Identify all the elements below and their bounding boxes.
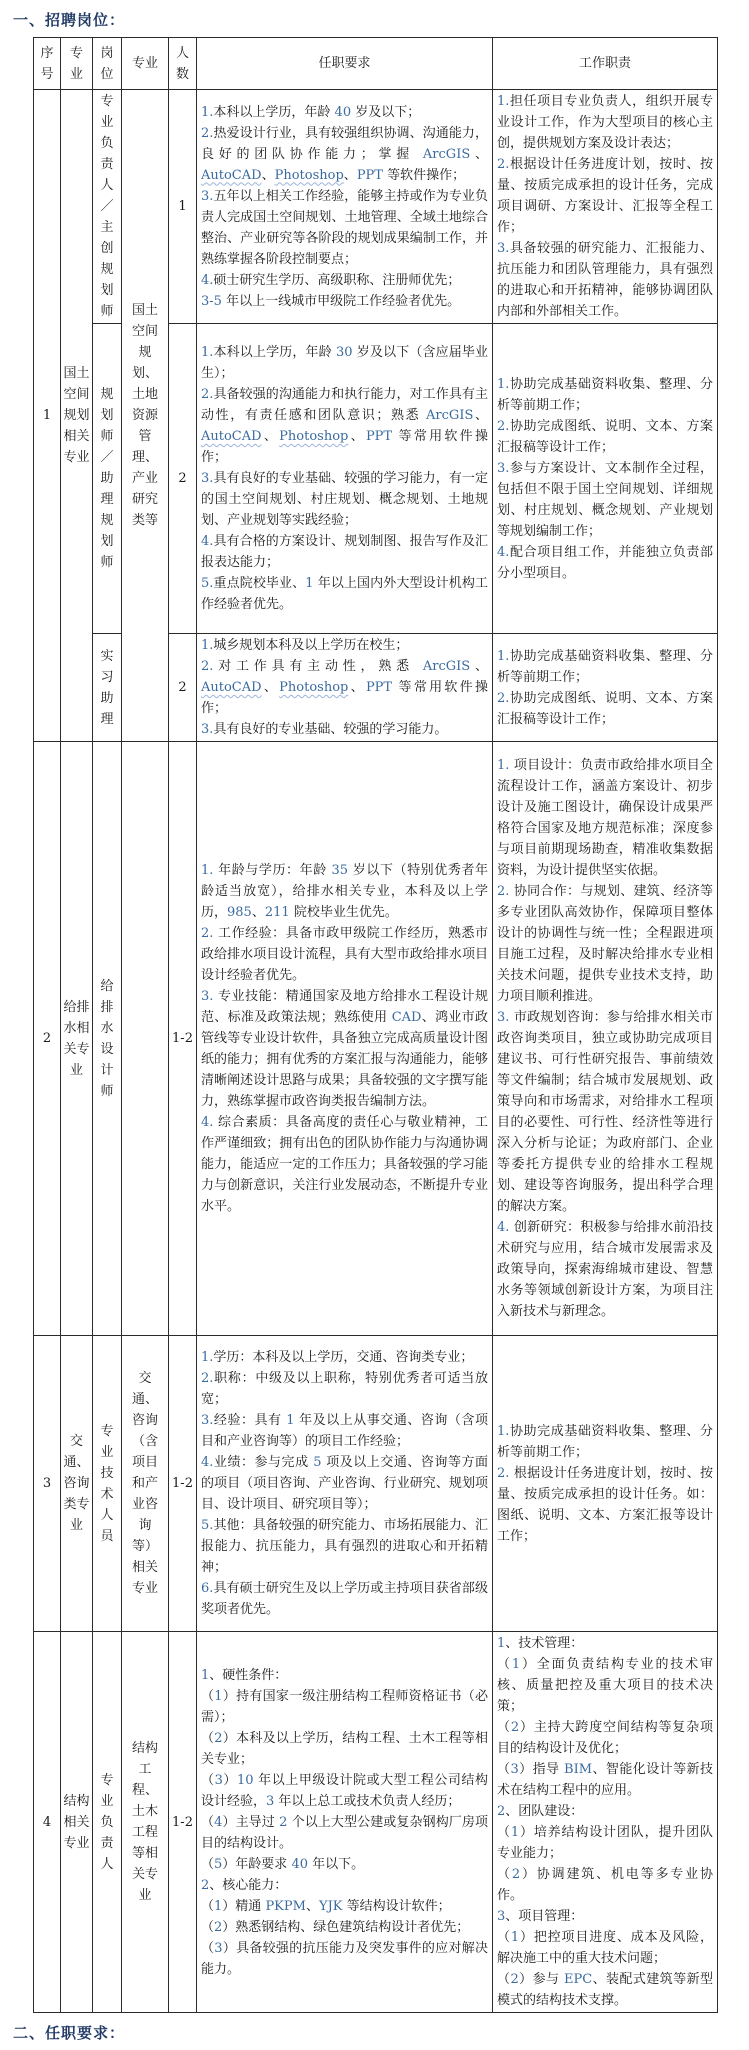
cell-major-group3: 交通、咨询类专业 [61,1336,93,1632]
section-title-recruit-posts: 一、招聘岗位： [13,11,126,29]
header-major2: 专业 [122,38,169,90]
cell-requirements-group1-1: 1.本科以上学历，年龄 40 岁及以下； 2.热爱设计行业，具有较强组织协调、沟通能力，良好的团队协作能力；掌握 ArcGIS、AutoCAD、Photoshop、PPT 等软件操作； 3.五年以上相关工作经验，能够主持或作为专业负责人完成国土空间规划、土地管理、全域土地综合整治、产业研究等各阶段的规划成果编制工作，并熟练掌握各阶段控制要点； 4.硕士研究生学历、高级职称、注册师优先； 3-5 年以上一线城市甲级院工作经验者优先。 [197,90,493,324]
row-group3 [34,1336,718,1632]
cell-major2-group4: 结构工程、土木工程等相关专业 [122,1632,169,2013]
cell-count-group1-3: 2 [169,634,197,742]
cell-requirements-group2: 1. 年龄与学历：年龄 35 岁以下（特别优秀者年龄适当放宽），给排水相关专业，本科及以上学历，985、211 院校毕业生优先。 2. 工作经验：具备市政甲级院工作经历，熟悉市政给排水项目设计流程，具有大型市政给排水项目设计经验者优先。 3. 专业技能：精通国家及地方给排水工程设计规范、标准及政策法规；熟练使用 CAD、鸿业市政管线等专业设计软件，具备独立完成高质量设计图纸的能力；拥有优秀的方案汇报与沟通能力，能够清晰阐述设计思路与成果；具备较强的文字撰写能力，熟练掌握市政咨询类报告编制方法。 4. 综合素质：具备高度的责任心与敬业精神，工作严谨细致；拥有出色的团队协作能力与沟通协调能力，能适应一定的工作压力；具备较强的学习能力与创新意识，关注行业发展动态，不断提升专业水平。 [197,742,493,1336]
header-row [34,38,718,90]
header-duties: 工作职责 [493,38,718,90]
cell-duties-group1-3: 1.协助完成基础资料收集、整理、分析等前期工作； 2.协助完成图纸、说明、文本、方案汇报稿等设计工作； [493,634,718,742]
header-count: 人数 [169,38,197,90]
section-title-requirements: 二、任职要求： [13,2024,126,2042]
cell-requirements-group1-3: 1.城乡规划本科及以上学历在校生； 2.对工作具有主动性，熟悉 ArcGIS、AutoCAD、Photoshop、PPT 等常用软件操作； 3.具有良好的专业基础、较强的学习能力。 [197,634,493,742]
cell-count-group3: 1-2 [169,1336,197,1632]
cell-duties-group4: 1、技术管理： （1）全面负责结构专业的技术审核、质量把控及重大项目的技术决策； （2）主持大跨度空间结构等复杂项目的结构设计及优化； （3）指导 BIM、智能化设计等新技术在结构工程中的应用。 2、团队建设： （1）培养结构设计团队，提升团队专业能力； （2）协调建筑、机电等多专业协作。 3、项目管理： （1）把控项目进度、成本及风险，解决施工中的重大技术问题； （2）参与 EPC、装配式建筑等新型模式的结构技术支撑。 [493,1632,718,2013]
header-post: 岗位 [93,38,122,90]
cell-duties-group1-1: 1.担任项目专业负责人，组织开展专业设计工作，作为大型项目的核心主创，提供规划方案及设计表达； 2.根据设计任务进度计划，按时、按量、按质完成承担的设计任务，完成项目调研、方案设计、汇报等全程工作； 3.具备较强的研究能力、汇报能力、抗压能力和团队管理能力，具有强烈的进取心和开拓精神，能够协调团队内部和外部相关工作。 [493,90,718,324]
cell-requirements-group3: 1.学历：本科及以上学历，交通、咨询类专业； 2.职称：中级及以上职称，特别优秀者可适当放宽； 3.经验：具有 1 年及以上从事交通、咨询（含项目和产业咨询等）的项目工作经验； 4.业绩：参与完成 5 项及以上交通、咨询等方面的项目（项目咨询、产业咨询、行业研究、规划项目、设计项目、研究项目等）； 5.其他：具备较强的研究能力、市场拓展能力、汇报能力、抗压能力，具有强烈的进取心和开拓精神； 6.具有硕士研究生及以上学历或主持项目获省部级奖项者优先。 [197,1336,493,1632]
cell-major-group1: 国土空间规划相关专业 [61,90,93,742]
cell-seq-group1: 1 [34,90,61,742]
recruitment-table [33,37,718,2013]
cell-count-group1-1: 1 [169,90,197,324]
cell-duties-group1-2: 1.协助完成基础资料收集、整理、分析等前期工作； 2.协助完成图纸、说明、文本、方案汇报稿等设计工作； 3.参与方案设计、文本制作全过程，包括但不限于国土空间规划、详细规划、村庄规划、概念规划、产业规划等规划编制工作； 4.配合项目组工作，并能独立负责部分小型项目。 [493,324,718,634]
row-group1-position1 [34,90,718,324]
cell-post-group1-3: 实习助理 [93,634,122,742]
cell-requirements-group1-2: 1.本科以上学历，年龄 30 岁及以下（含应届毕业生）； 2.具备较强的沟通能力和执行能力，对工作具有主动性，有责任感和团队意识；熟悉 ArcGIS、AutoCAD、Photoshop、PPT 等常用软件操作； 3.具有良好的专业基础、较强的学习能力，有一定的国土空间规划、村庄规划、概念规划、土地规划、产业规划等实践经验； 4.具有合格的方案设计、规划制图、报告写作及汇报表达能力； 5.重点院校毕业、1 年以上国内外大型设计机构工作经验者优先。 [197,324,493,634]
cell-duties-group2: 1. 项目设计：负责市政给排水项目全流程设计工作，涵盖方案设计、初步设计及施工图设计，确保设计成果严格符合国家及地方规范标准；深度参与项目前期现场勘查，精准收集数据资料，为设计提供坚实依据。 2. 协同合作：与规划、建筑、经济等多专业团队高效协作，保障项目整体设计的协调性与统一性；全程跟进项目施工过程，及时解决给排水专业相关技术问题，提供专业技术支持，助力项目顺利推进。 3. 市政规划咨询：参与给排水相关市政咨询类项目，独立或协助完成项目建议书、可行性研究报告、事前绩效等文件编制；结合城市发展规划、政策导向和市场需求，对给排水工程项目的必要性、可行性、经济性等进行深入分析与论证；为政府部门、企业等委托方提供专业的给排水工程规划、建设等咨询服务，提出科学合理的解决方案。 4. 创新研究：积极参与给排水前沿技术研究与应用，结合城市发展需求及政策导向，探索海绵城市建设、智慧水务等领域创新设计方案，为项目注入新技术与新理念。 [493,742,718,1336]
cell-seq-group4: 4 [34,1632,61,2013]
cell-post-group3: 专业技术人员 [93,1336,122,1632]
cell-seq-group2: 2 [34,742,61,1336]
cell-major2-group1: 国土空间规划、土地资源管理、产业研究类等 [122,90,169,742]
cell-count-group4: 1-2 [169,1632,197,2013]
cell-post-group2: 给排水设计师 [93,742,122,1336]
cell-post-group1-2: 规划师／助理规划师 [93,324,122,634]
cell-seq-group3: 3 [34,1336,61,1632]
cell-post-group1-1: 专业负责人／主创规划师 [93,90,122,324]
cell-count-group2: 1-2 [169,742,197,1336]
cell-post-group4: 专业负责人 [93,1632,122,2013]
cell-count-group1-2: 2 [169,324,197,634]
header-seq: 序号 [34,38,61,90]
cell-major-group4: 结构相关专业 [61,1632,93,2013]
row-group4 [34,1632,718,2013]
header-requirements: 任职要求 [197,38,493,90]
cell-duties-group3: 1.协助完成基础资料收集、整理、分析等前期工作； 2. 根据设计任务进度计划，按时、按量、按质完成承担的设计任务。如：图纸、说明、文本、方案汇报等设计工作； [493,1336,718,1632]
row-group2 [34,742,718,1336]
cell-major2-group2 [122,742,169,1336]
cell-requirements-group4: 1、硬性条件： （1）持有国家一级注册结构工程师资格证书（必需）； （2）本科及以上学历，结构工程、土木工程等相关专业； （3）10 年以上甲级设计院或大型工程公司结构设计经验，3 年以上总工或技术负责人经历； （4）主导过 2 个以上大型公建或复杂钢构厂房项目的结构设计。 （5）年龄要求 40 年以下。 2、核心能力： （1）精通 PKPM、YJK 等结构设计软件； （2）熟悉钢结构、绿色建筑结构设计者优先； （3）具备较强的抗压能力及突发事件的应对解决能力。 [197,1632,493,2013]
cell-major-group2: 给排水相关专业 [61,742,93,1336]
cell-major2-group3: 交通、咨询（含项目和产业咨询等）相关专业 [122,1336,169,1632]
header-major: 专业 [61,38,93,90]
